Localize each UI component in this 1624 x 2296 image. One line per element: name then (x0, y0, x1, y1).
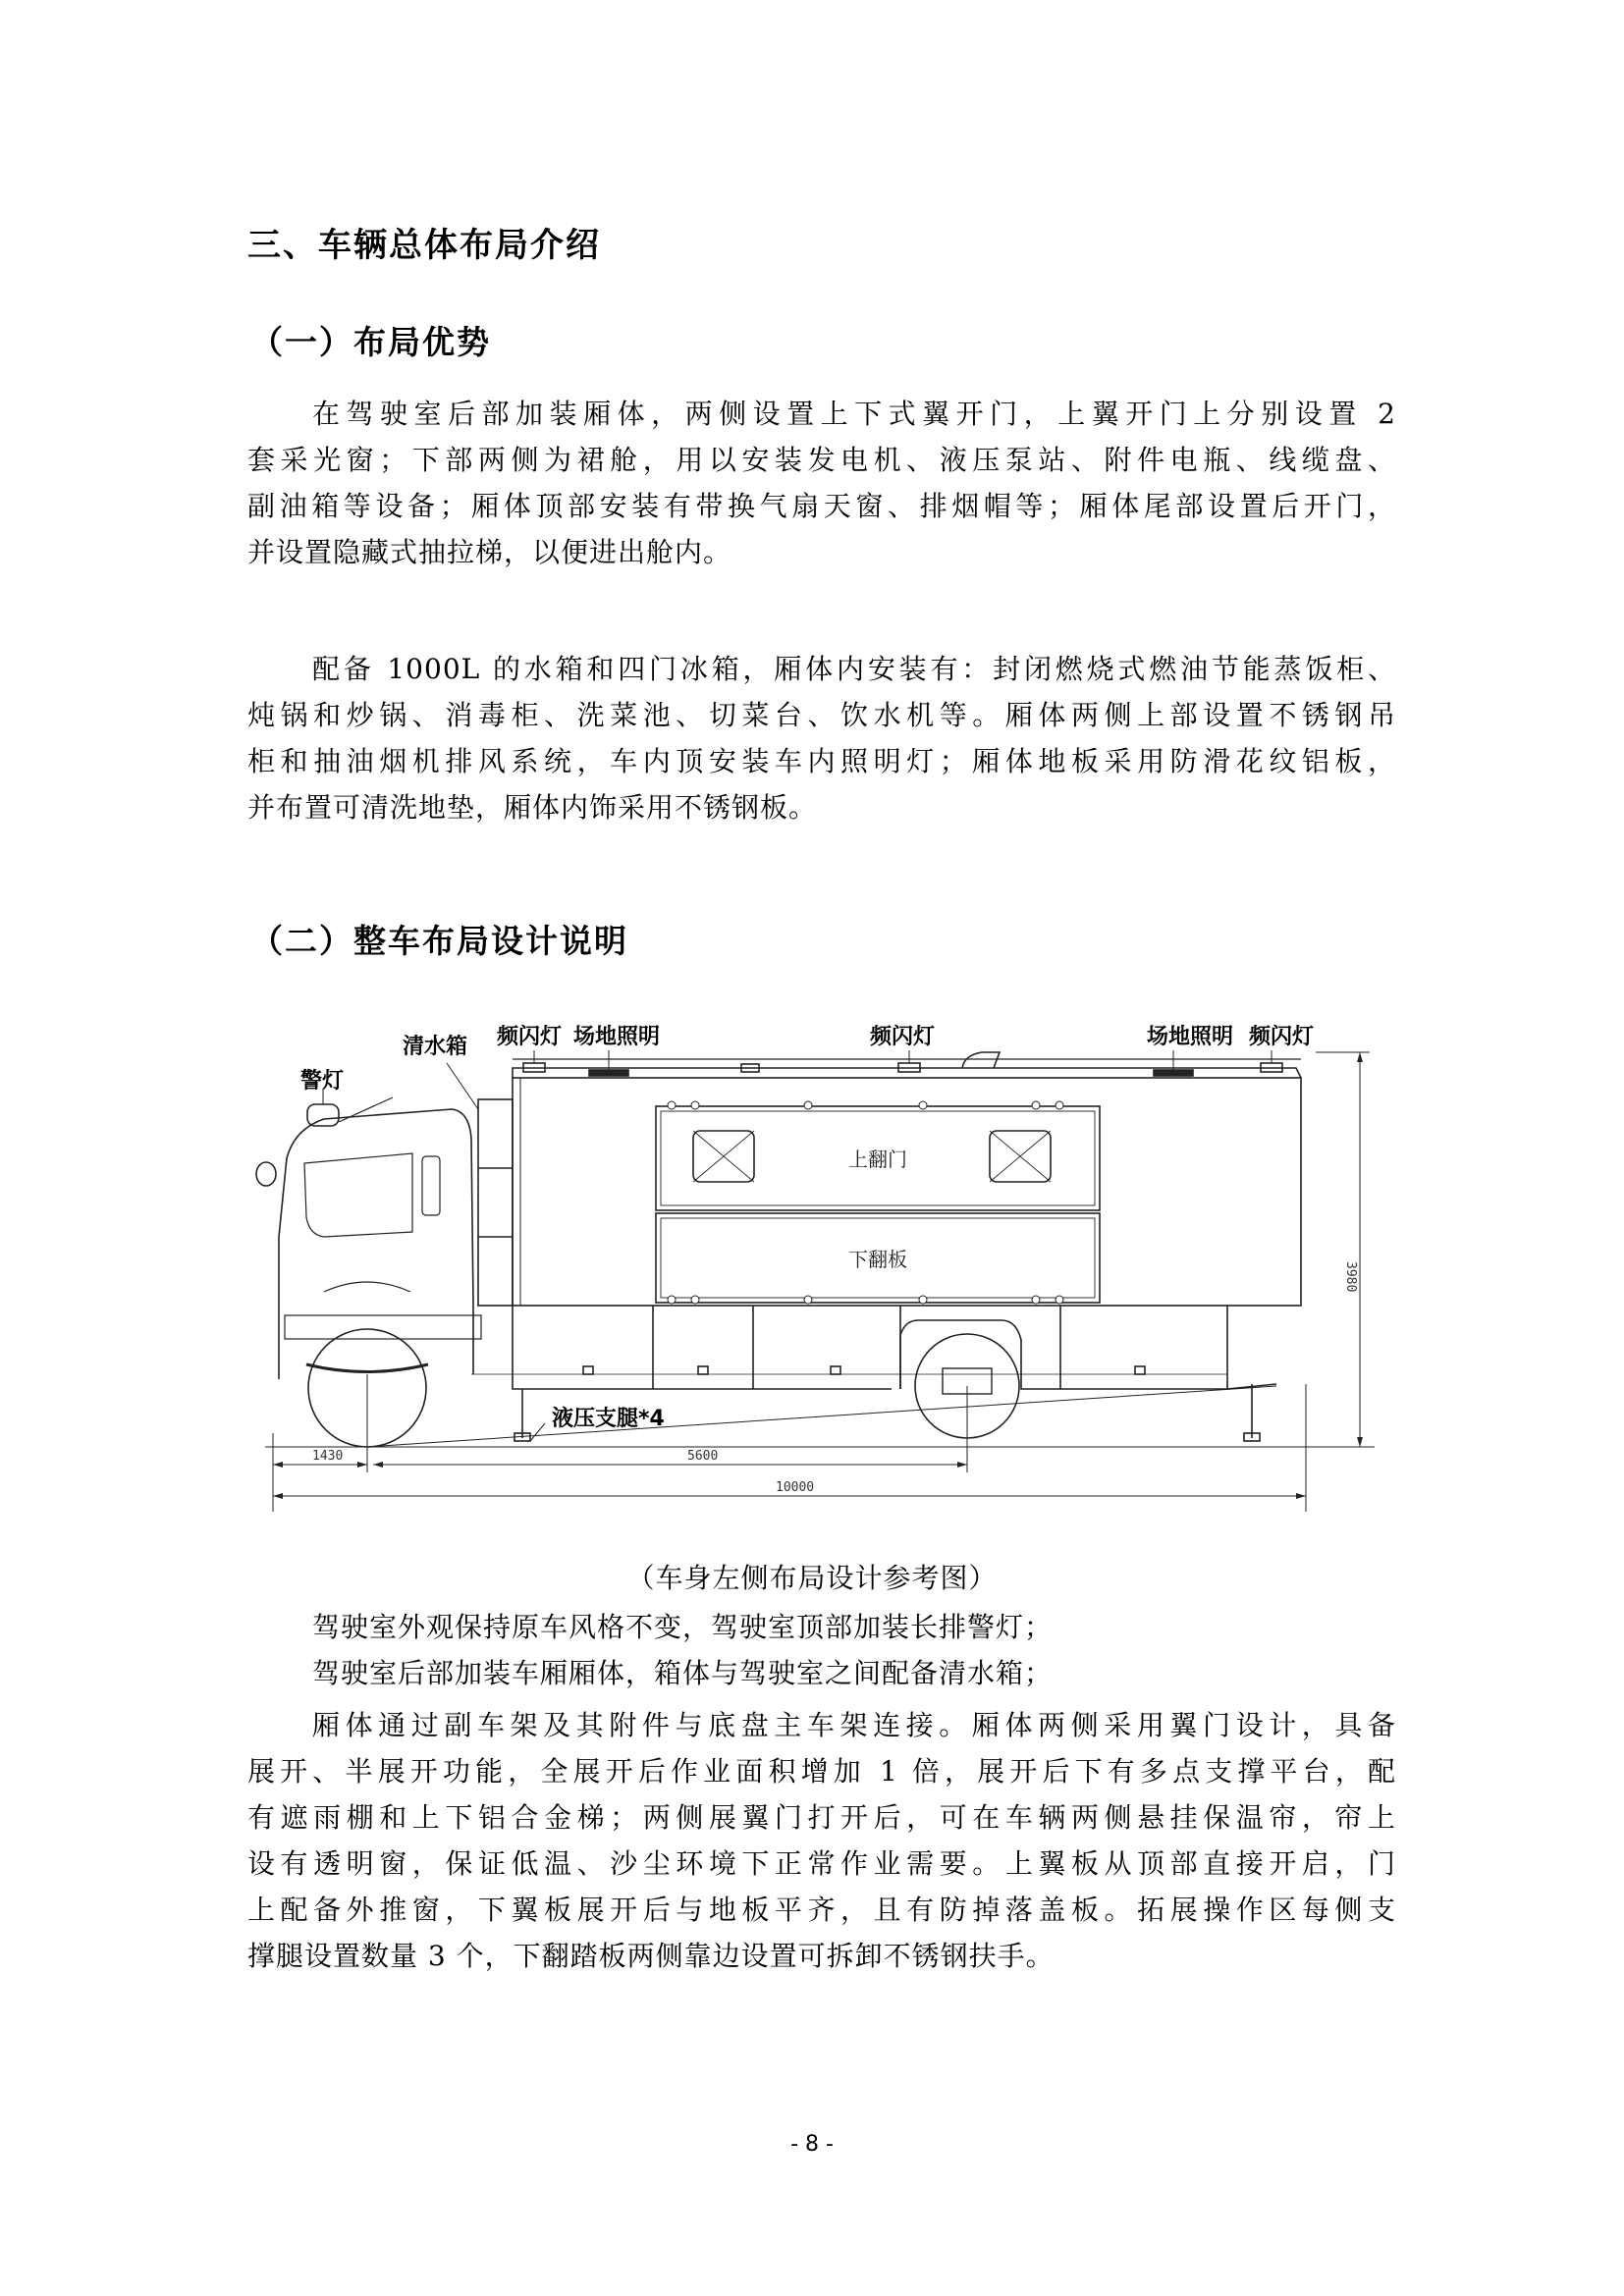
text-line: 配备 1000L 的水箱和四门冰箱，厢体内安装有：封闭燃烧式燃油节能蒸饭柜、 (312, 653, 1396, 685)
text-line: 厢体通过副车架及其附件与底盘主车架连接。厢体两侧采用翼门设计，具备 (312, 1709, 1396, 1741)
text-line: 驾驶室后部加装车厢厢体，箱体与驾驶室之间配备清水箱； (312, 1657, 1054, 1689)
label-upper-door: 上翻门 (848, 1148, 907, 1171)
label-strobe-light-2: 频闪灯 (870, 1025, 936, 1049)
text-line: 撑腿设置数量 3 个，下翻踏板两侧靠边设置可拆卸不锈钢扶手。 (247, 1940, 1055, 1972)
text-line: 上配备外推窗，下翼板展开后与地板平齐，且有防掉落盖板。拓展操作区每侧支 (247, 1894, 1396, 1926)
subsection-title-layout-design: （二）整车布局设计说明 (250, 922, 628, 960)
label-site-light-1: 场地照明 (573, 1025, 661, 1049)
label-water-tank: 清水箱 (403, 1035, 468, 1059)
text-line: 并布置可清洗地垫，厢体内饰采用不锈钢板。 (247, 791, 818, 824)
lower-panel (656, 1213, 1100, 1303)
dim-wheelbase: 5600 (687, 1449, 719, 1464)
warning-light-shape (307, 1104, 339, 1126)
paragraph-cab-note (247, 1604, 1396, 1650)
text-line: 在驾驶室后部加装厢体，两侧设置上下式翼开门，上翼开门上分别设置 2 (312, 398, 1396, 430)
page-number: - 8 - (790, 2132, 834, 2157)
text-line: 副油箱等设备；厢体顶部安装有带换气扇天窗、排烟帽等；厢体尾部设置后开门， (247, 490, 1396, 522)
label-hydraulic-outrigger: 液压支腿*4 (552, 1407, 665, 1431)
paragraph-water-tank-note (247, 1650, 1396, 1696)
text-line: 设有透明窗，保证低温、沙尘环境下正常作业需要。上翼板从顶部直接开启，门 (247, 1847, 1396, 1880)
label-warning-light: 警灯 (300, 1069, 345, 1094)
text-line: 柜和抽油烟机排风系统，车内顶安装车内照明灯；厢体地板采用防滑花纹铝板， (247, 745, 1396, 777)
figure-caption: （车身左侧布局设计参考图） (626, 1562, 998, 1594)
label-strobe-light-3: 频闪灯 (1249, 1025, 1315, 1049)
water-tank (478, 1099, 513, 1306)
dim-total-length: 10000 (776, 1480, 815, 1495)
outrigger-icon (514, 1384, 1260, 1441)
cab (279, 1109, 473, 1379)
text-line: 有遮雨棚和上下铝合金梯；两侧展翼门打开后，可在车辆两侧悬挂保温帘，帘上 (247, 1801, 1396, 1834)
dim-height: 3980 (1343, 1261, 1358, 1293)
text-line: 驾驶室外观保持原车风格不变，驾驶室顶部加装长排警灯； (312, 1611, 1054, 1643)
box-body (513, 1078, 1301, 1306)
text-line: 展开、半展开功能，全展开后作业面积增加 1 倍，展开后下有多点支撑平台，配 (247, 1755, 1396, 1788)
rear-wheel (915, 1334, 1019, 1438)
label-lower-panel: 下翻板 (848, 1248, 907, 1271)
paragraph-layout-advantages-2 (247, 646, 1396, 830)
upper-door (656, 1106, 1100, 1210)
paragraph-box-design (247, 1702, 1396, 1979)
section-title: 三、车辆总体布局介绍 (247, 226, 601, 265)
dim-front-overhang: 1430 (312, 1449, 344, 1464)
paragraph-layout-advantages-1 (247, 391, 1396, 575)
front-wheel (308, 1329, 426, 1447)
label-site-light-2: 场地照明 (1147, 1025, 1234, 1049)
text-line: 套采光窗；下部两侧为裙舱，用以安装发电机、液压泵站、附件电瓶、线缆盘、 (247, 444, 1396, 476)
text-line: 炖锅和炒锅、消毒柜、洗菜池、切菜台、饮水机等。厢体两侧上部设置不锈钢吊 (247, 699, 1396, 731)
label-strobe-light-1: 频闪灯 (497, 1025, 563, 1049)
subsection-title-layout-advantages: （一）布局优势 (250, 323, 491, 361)
text-line: 并设置隐藏式抽拉梯，以便进出舱内。 (247, 536, 732, 568)
